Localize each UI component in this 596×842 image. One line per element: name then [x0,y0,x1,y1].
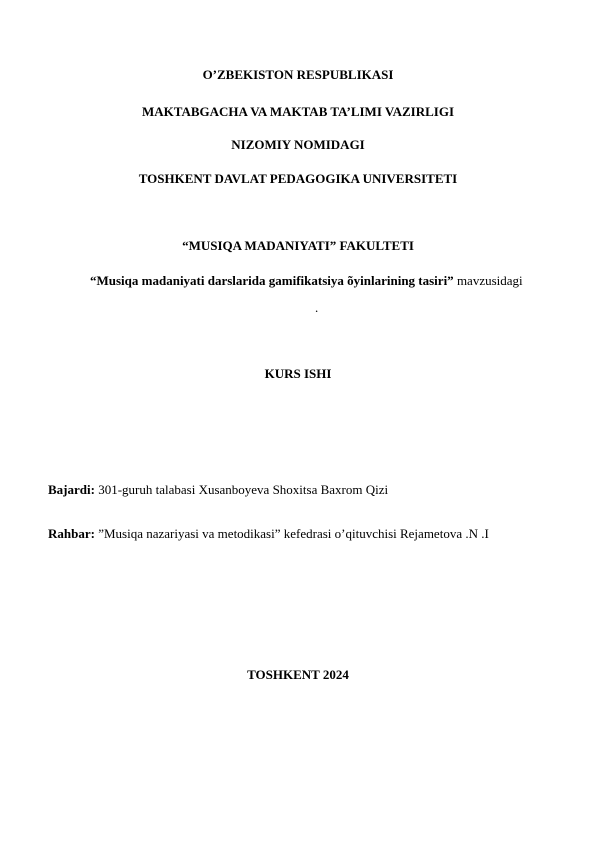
topic-dot: . [315,300,319,315]
university-heading: TOSHKENT DAVLAT PEDAGOGIKA UNIVERSITETI [138,171,458,186]
faculty-heading: “MUSIQA MADANIYATI” FAKULTETI [182,238,414,253]
supervisor-label: Rahbar: [48,526,95,541]
topic-suffix: mavzusidagi [453,273,523,288]
topic-title: “Musiqa madaniyati darslarida gamifikatsiya õyinlarining tasiri” [90,273,454,288]
doc-type-heading: KURS ISHI [264,366,332,381]
ministry-heading: MAKTABGACHA VA MAKTAB TA’LIMI VAZIRLIGI [141,104,455,119]
republic-heading: O’ZBEKISTON RESPUBLIKASI [202,67,394,82]
author-line [48,482,388,498]
supervisor-value: ”Musiqa nazariyasi va metodikasi” kefedrasi o’qituvchisi Rejametova .N .I [94,526,489,541]
author-label: Bajardi: [48,482,95,497]
footer-city-year: TOSHKENT 2024 [247,667,349,682]
named-after-heading: NIZOMIY NOMIDAGI [231,137,365,152]
topic-line [90,273,523,289]
author-value: 301-guruh talabasi Xusanboyeva Shoxitsa Baxrom Qizi [94,482,389,497]
supervisor-line [48,526,489,542]
